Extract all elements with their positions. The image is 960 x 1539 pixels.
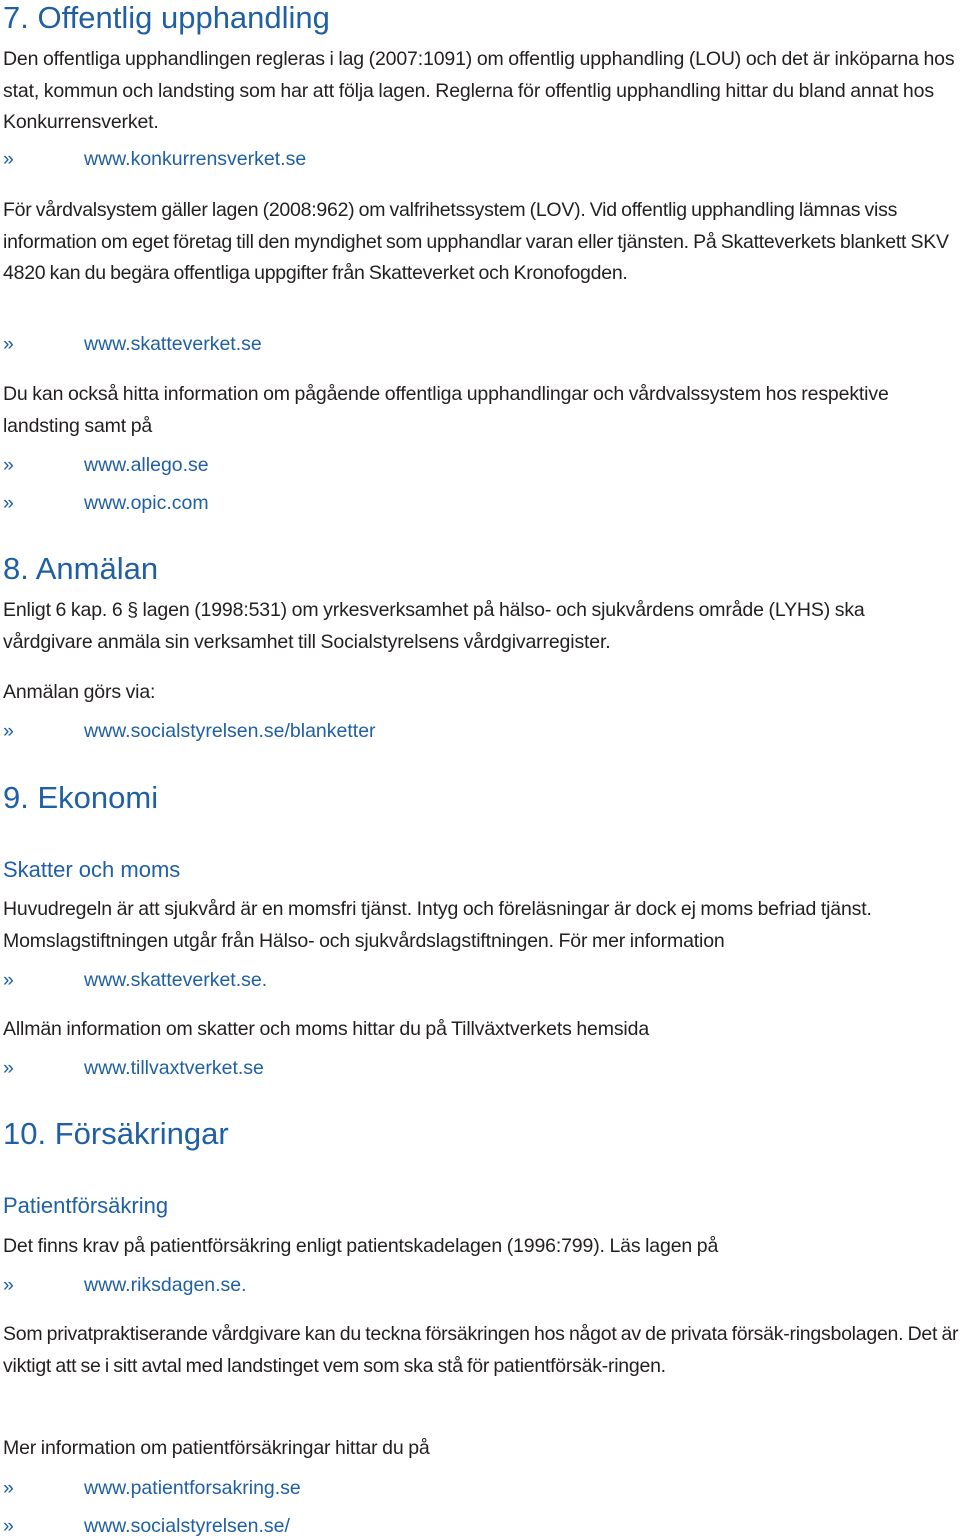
link-skatteverket[interactable]: [3, 331, 956, 357]
link-marker: »: [3, 720, 14, 742]
link-socialstyrelsen[interactable]: [3, 1513, 956, 1539]
link-marker: »: [3, 148, 14, 170]
link-skatteverket-2-url[interactable]: www.skatteverket.se.: [84, 969, 268, 991]
link-socialstyrelsen-blanketter-url[interactable]: www.socialstyrelsen.se/blanketter: [84, 720, 376, 742]
section-8-paragraph-1: Enligt 6 kap. 6 § lagen (1998:531) om yrkesverksamhet på hälso- och sjukvårdens område (LYHS) ska vårdgivare anmäla sin verksamhet till Socialstyrelsens vårdgivarregister.: [3, 599, 865, 653]
section-10-paragraph-2: Som privatpraktiserande vårdgivare kan du teckna försäkringen hos något av de privata försäk-ringsbolagen. Det är viktigt att se i sitt avtal med landstinget vem som ska stå för patientförsäk-ringen.: [3, 1323, 959, 1377]
link-marker: »: [3, 454, 14, 476]
section-7-heading: 7. Offentlig upphandling: [3, 0, 330, 35]
section-9-paragraph-2: Allmän information om skatter och moms hittar du på Tillväxtverkets hemsida: [3, 1018, 650, 1040]
link-marker: »: [3, 1057, 14, 1079]
link-marker: »: [3, 333, 14, 355]
link-patientforsakring-url[interactable]: www.patientforsakring.se: [84, 1477, 301, 1499]
link-marker: »: [3, 1515, 14, 1537]
section-9-subheading: Skatter och moms: [3, 857, 181, 882]
section-10-paragraph-3: Mer information om patientförsäkringar hittar du på: [3, 1437, 430, 1459]
link-skatteverket-2[interactable]: [3, 967, 956, 993]
link-marker: »: [3, 969, 14, 991]
section-9-paragraph-1: Huvudregeln är att sjukvård är en momsfri tjänst. Intyg och föreläsningar är dock ej moms befriad tjänst. Momslagstiftningen utgår från Hälso- och sjukvårdslagstiftningen. För mer information: [3, 898, 872, 952]
section-7-paragraph-3: Du kan också hitta information om pågående offentliga upphandlingar och vårdvalssystem hos respektive landsting samt på: [3, 383, 889, 437]
link-konkurrensverket-url[interactable]: www.konkurrensverket.se: [84, 148, 307, 170]
section-10-paragraph-1: Det finns krav på patientförsäkring enligt patientskadelagen (1996:799). Läs lagen på: [3, 1235, 719, 1257]
link-riksdagen[interactable]: [3, 1272, 956, 1298]
section-8-paragraph-2: Anmälan görs via:: [3, 681, 156, 703]
link-tillvaxtverket-url[interactable]: www.tillvaxtverket.se: [84, 1057, 264, 1079]
link-marker: »: [3, 492, 14, 514]
section-10-subheading: Patientförsäkring: [3, 1193, 169, 1218]
link-marker: »: [3, 1477, 14, 1499]
link-allego[interactable]: [3, 452, 956, 478]
section-9-heading: 9. Ekonomi: [3, 780, 159, 815]
link-patientforsakring[interactable]: [3, 1475, 956, 1501]
link-konkurrensverket[interactable]: [3, 146, 956, 172]
link-skatteverket-url[interactable]: www.skatteverket.se: [84, 333, 262, 355]
link-socialstyrelsen-blanketter[interactable]: [3, 718, 956, 744]
link-opic-url[interactable]: www.opic.com: [84, 492, 209, 514]
section-8-heading: 8. Anmälan: [3, 551, 159, 586]
link-socialstyrelsen-url[interactable]: www.socialstyrelsen.se/: [84, 1515, 290, 1537]
link-tillvaxtverket[interactable]: [3, 1055, 956, 1081]
link-opic[interactable]: [3, 490, 956, 516]
section-7-paragraph-1: Den offentliga upphandlingen regleras i lag (2007:1091) om offentlig upphandling (LOU) och det är inköparna hos stat, kommun och landsting som har att följa lagen. Reglerna för offentlig upphandling hittar du bland annat hos Konkurrensverket.: [3, 48, 955, 133]
link-riksdagen-url[interactable]: www.riksdagen.se.: [84, 1274, 247, 1296]
link-marker: »: [3, 1274, 14, 1296]
section-10-heading: 10. Försäkringar: [3, 1116, 229, 1151]
link-allego-url[interactable]: www.allego.se: [84, 454, 209, 476]
section-7-paragraph-2: För vårdvalsystem gäller lagen (2008:962) om valfrihetssystem (LOV). Vid offentlig upphandling lämnas viss information om eget företag till den myndighet som upphandlar varan eller tjänsten. På Skatteverkets blankett SKV 4820 kan du begära offentliga uppgifter från Skatteverket och Kronofogden.: [3, 199, 949, 284]
